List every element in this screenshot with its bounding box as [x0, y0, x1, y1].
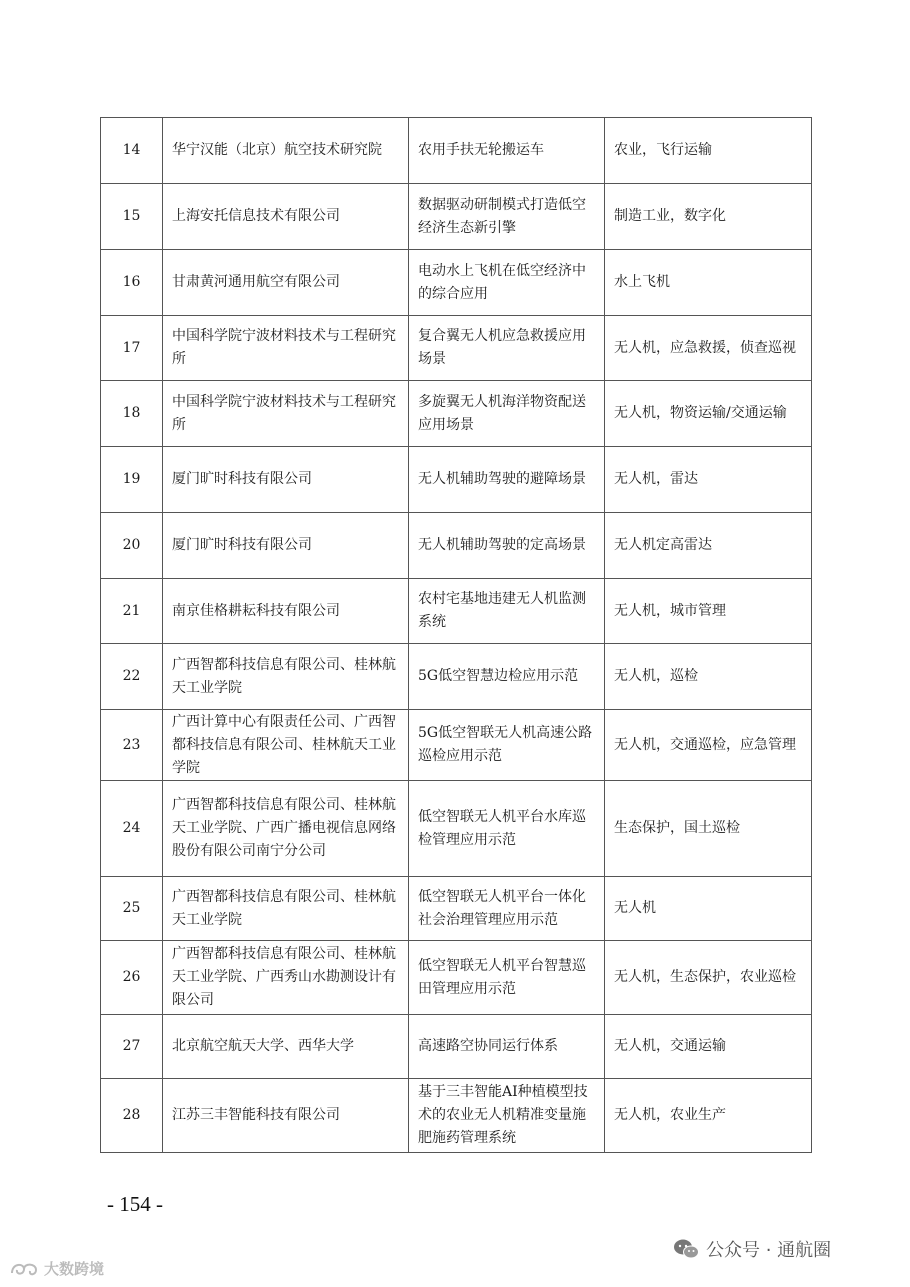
project-cell: 农用手扶无轮搬运车 — [409, 118, 605, 184]
project-cell: 农村宅基地违建无人机监测系统 — [409, 579, 605, 644]
row-number-cell: 21 — [101, 579, 163, 644]
project-cell: 低空智联无人机平台水库巡检管理应用示范 — [409, 781, 605, 877]
project-cell: 数据驱动研制模式打造低空经济生态新引擎 — [409, 184, 605, 250]
table-row — [101, 250, 812, 316]
field-cell: 无人机，应急救援，侦查巡视 — [605, 316, 812, 381]
project-cell: 5G低空智联无人机高速公路巡检应用示范 — [409, 710, 605, 781]
table-row — [101, 118, 812, 184]
field-cell: 无人机 — [605, 877, 812, 941]
row-number-cell: 24 — [101, 781, 163, 877]
table-row — [101, 579, 812, 644]
row-number-cell: 15 — [101, 184, 163, 250]
row-number-cell: 18 — [101, 381, 163, 447]
field-cell: 生态保护，国土巡检 — [605, 781, 812, 877]
organization-cell: 上海安托信息技术有限公司 — [163, 184, 409, 250]
row-number-cell: 25 — [101, 877, 163, 941]
table-row — [101, 941, 812, 1015]
table-row — [101, 644, 812, 710]
project-cell: 无人机辅助驾驶的避障场景 — [409, 447, 605, 513]
field-cell: 无人机，雷达 — [605, 447, 812, 513]
field-cell: 制造工业，数字化 — [605, 184, 812, 250]
organization-cell: 甘肃黄河通用航空有限公司 — [163, 250, 409, 316]
organization-cell: 广西计算中心有限责任公司、广西智都科技信息有限公司、桂林航天工业学院 — [163, 710, 409, 781]
organization-cell: 厦门旷时科技有限公司 — [163, 447, 409, 513]
organization-cell: 中国科学院宁波材料技术与工程研究所 — [163, 316, 409, 381]
table-row — [101, 710, 812, 781]
table-row — [101, 1079, 812, 1153]
organization-cell: 广西智都科技信息有限公司、桂林航天工业学院、广西秀山水勘测设计有限公司 — [163, 941, 409, 1015]
row-number-cell: 23 — [101, 710, 163, 781]
table-row — [101, 316, 812, 381]
project-cell: 无人机辅助驾驶的定高场景 — [409, 513, 605, 579]
organization-cell: 广西智都科技信息有限公司、桂林航天工业学院、广西广播电视信息网络股份有限公司南宁分公司 — [163, 781, 409, 877]
field-cell: 无人机定高雷达 — [605, 513, 812, 579]
table-row — [101, 184, 812, 250]
field-cell: 水上飞机 — [605, 250, 812, 316]
field-cell: 无人机，交通巡检，应急管理 — [605, 710, 812, 781]
project-cell: 复合翼无人机应急救援应用场景 — [409, 316, 605, 381]
row-number-cell: 26 — [101, 941, 163, 1015]
organization-cell: 广西智都科技信息有限公司、桂林航天工业学院 — [163, 877, 409, 941]
row-number-cell: 27 — [101, 1015, 163, 1079]
field-cell: 无人机，城市管理 — [605, 579, 812, 644]
project-cell: 5G低空智慧边检应用示范 — [409, 644, 605, 710]
table-row — [101, 877, 812, 941]
organization-cell: 厦门旷时科技有限公司 — [163, 513, 409, 579]
swirl-logo-icon — [8, 1259, 40, 1279]
table-body — [101, 118, 812, 1153]
organization-cell: 中国科学院宁波材料技术与工程研究所 — [163, 381, 409, 447]
project-cell: 低空智联无人机平台智慧巡田管理应用示范 — [409, 941, 605, 1015]
organization-cell: 华宁汉能（北京）航空技术研究院 — [163, 118, 409, 184]
project-cell: 电动水上飞机在低空经济中的综合应用 — [409, 250, 605, 316]
table-row — [101, 1015, 812, 1079]
project-cell: 低空智联无人机平台一体化社会治理管理应用示范 — [409, 877, 605, 941]
row-number-cell: 16 — [101, 250, 163, 316]
wechat-watermark-text: 公众号 · 通航圈 — [706, 1240, 832, 1261]
table-row — [101, 513, 812, 579]
corner-watermark — [8, 1258, 104, 1279]
field-cell: 无人机，生态保护，农业巡检 — [605, 941, 812, 1015]
field-cell: 无人机，物资运输/交通运输 — [605, 381, 812, 447]
organization-cell: 南京佳格耕耘科技有限公司 — [163, 579, 409, 644]
field-cell: 无人机，农业生产 — [605, 1079, 812, 1153]
table-row — [101, 381, 812, 447]
project-cell: 高速路空协同运行体系 — [409, 1015, 605, 1079]
row-number-cell: 22 — [101, 644, 163, 710]
field-cell: 农业，飞行运输 — [605, 118, 812, 184]
wechat-icon — [672, 1238, 700, 1260]
row-number-cell: 17 — [101, 316, 163, 381]
field-cell: 无人机，交通运输 — [605, 1015, 812, 1079]
organization-cell: 江苏三丰智能科技有限公司 — [163, 1079, 409, 1153]
table-row — [101, 781, 812, 877]
project-cell: 多旋翼无人机海洋物资配送应用场景 — [409, 381, 605, 447]
field-cell: 无人机，巡检 — [605, 644, 812, 710]
wechat-watermark — [672, 1236, 831, 1262]
row-number-cell: 28 — [101, 1079, 163, 1153]
project-cell: 基于三丰智能AI种植模型技术的农业无人机精准变量施肥施药管理系统 — [409, 1079, 605, 1153]
project-table — [100, 117, 812, 1153]
page-number: - 154 - — [107, 1192, 163, 1216]
row-number-cell: 14 — [101, 118, 163, 184]
organization-cell: 北京航空航天大学、西华大学 — [163, 1015, 409, 1079]
row-number-cell: 19 — [101, 447, 163, 513]
row-number-cell: 20 — [101, 513, 163, 579]
table-row — [101, 447, 812, 513]
corner-watermark-text: 大数跨境 — [44, 1260, 105, 1278]
organization-cell: 广西智都科技信息有限公司、桂林航天工业学院 — [163, 644, 409, 710]
